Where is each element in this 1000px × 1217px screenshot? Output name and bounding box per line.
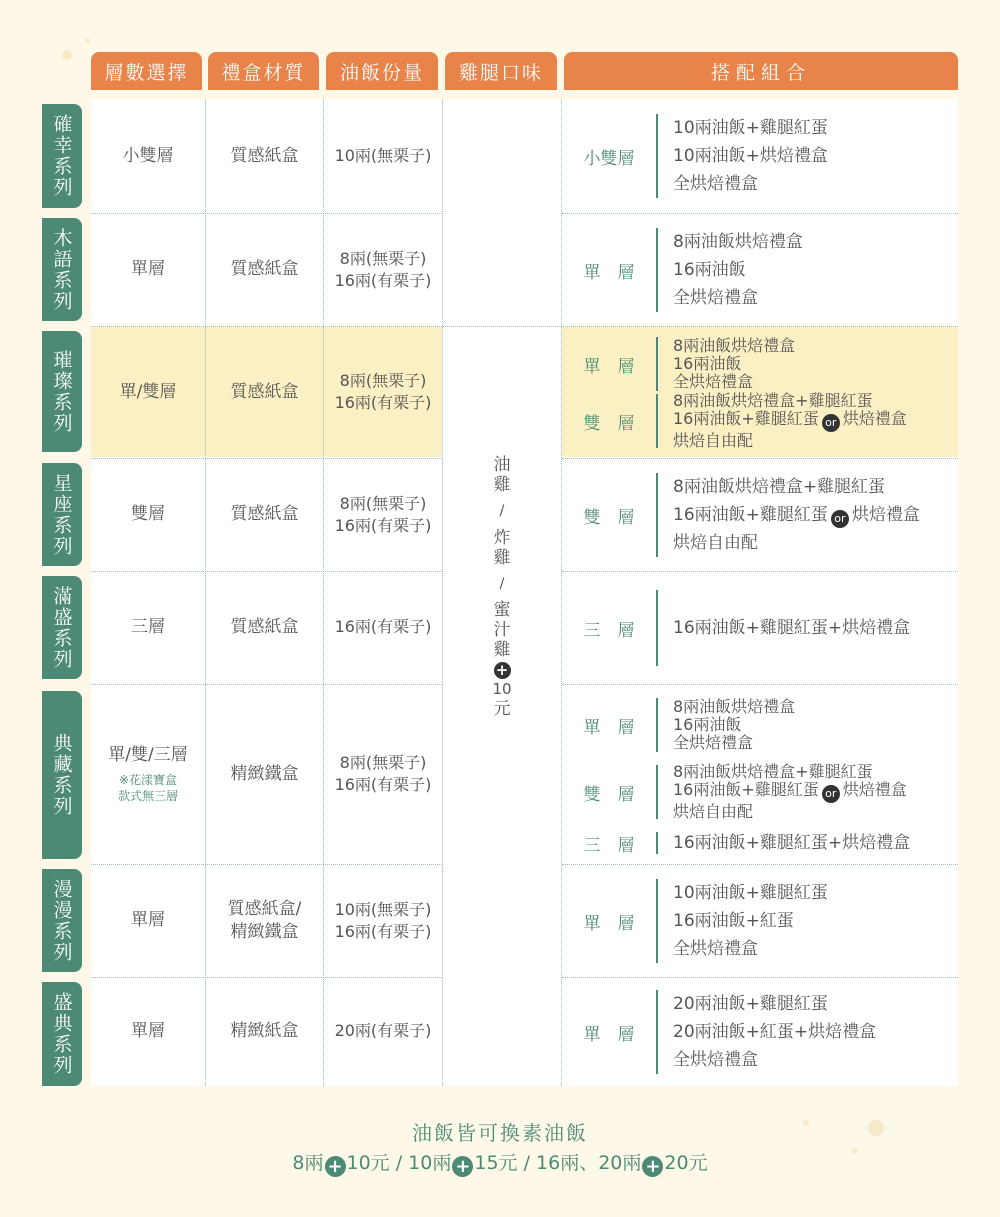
combo-group	[562, 832, 958, 854]
layer-cell: 小雙層	[122, 145, 174, 166]
combo-bar	[656, 698, 658, 752]
layer-cell: 單層	[131, 259, 165, 280]
combo-label: 雙 層	[583, 507, 635, 528]
portion-cell: 8兩(無栗子) 16兩(有栗子)	[334, 248, 432, 290]
header-portion: 油飯份量	[326, 52, 438, 90]
series-label: 滿盛系列	[42, 576, 82, 679]
combo-bar	[656, 765, 658, 819]
combo-group	[562, 114, 958, 198]
layer-cell: 單層	[131, 910, 165, 931]
material-cell: 質感紙盒	[230, 145, 299, 166]
portion-cell: 8兩(無栗子) 16兩(有栗子)	[334, 493, 432, 535]
material-cell: 質感紙盒	[230, 381, 299, 402]
combo-bar	[656, 337, 658, 391]
combo-items: 8兩油飯烘焙禮盒+雞腿紅蛋 16兩油飯+雞腿紅蛋 or 烘焙禮盒 烘焙自由配	[673, 477, 920, 553]
series-label: 漫漫系列	[42, 869, 82, 972]
price-amount: 20元	[664, 1152, 708, 1174]
material-cell: 質感紙盒	[230, 617, 299, 638]
portion-cell: 10兩(無栗子)	[334, 145, 432, 165]
portion-cell: 16兩(有栗子)	[334, 617, 432, 637]
layer-cell: 單層	[131, 1021, 165, 1042]
series-label: 璀璨系列	[42, 331, 82, 452]
price-portion: 10兩	[408, 1152, 452, 1174]
layer-cell: 單/雙層	[119, 381, 177, 402]
decor-dot	[85, 38, 90, 43]
combo-items: 8兩油飯烘焙禮盒+雞腿紅蛋 16兩油飯+雞腿紅蛋 or 烘焙禮盒 烘焙自由配	[673, 391, 907, 450]
series-label: 木語系列	[42, 218, 82, 321]
layer-cell: 雙層	[131, 504, 165, 525]
combo-items: 8兩油飯烘焙禮盒 16兩油飯 全烘焙禮盒	[673, 232, 803, 308]
price-separator: /	[389, 1152, 409, 1174]
header-flavor: 雞腿口味	[445, 52, 557, 90]
price-amount: 10元	[346, 1152, 390, 1174]
combo-bar	[656, 832, 658, 854]
combo-label: 三 層	[583, 835, 635, 856]
footer-prices	[0, 1148, 1000, 1177]
combo-label: 單 層	[583, 356, 635, 377]
series-label: 典藏系列	[42, 691, 82, 859]
combo-label: 小雙層	[583, 148, 635, 169]
header-material: 禮盒材質	[208, 52, 319, 90]
row-divider	[562, 864, 958, 865]
combo-label: 雙 層	[583, 784, 635, 805]
row-divider	[562, 213, 958, 214]
combo-label: 三 層	[583, 620, 635, 641]
combo-label: 單 層	[583, 717, 635, 738]
combo-group	[562, 228, 958, 312]
layer-cell: 三層	[131, 617, 165, 638]
combo-items: 20兩油飯+雞腿紅蛋 20兩油飯+紅蛋+烘焙禮盒 全烘焙禮盒	[673, 994, 877, 1070]
plus-icon: +	[642, 1156, 663, 1177]
row-divider	[562, 458, 958, 459]
row-divider	[562, 977, 958, 978]
combo-group	[562, 990, 958, 1074]
portion-cell: 8兩(無栗子) 16兩(有栗子)	[334, 753, 432, 794]
column-divider	[442, 99, 443, 1086]
combo-items: 8兩油飯烘焙禮盒 16兩油飯 全烘焙禮盒	[673, 336, 796, 391]
combo-items: 8兩油飯烘焙禮盒 16兩油飯 全烘焙禮盒	[673, 697, 796, 752]
combo-label: 單 層	[583, 913, 635, 934]
price-portion: 8兩	[292, 1152, 324, 1174]
header-combo: 搭配組合	[564, 52, 958, 90]
decor-dot	[62, 50, 72, 60]
material-cell: 精緻紙盒	[230, 1021, 299, 1042]
combo-items: 10兩油飯+雞腿紅蛋 16兩油飯+紅蛋 全烘焙禮盒	[673, 883, 828, 959]
combo-label: 單 層	[583, 262, 635, 283]
combo-items: 8兩油飯烘焙禮盒+雞腿紅蛋 16兩油飯+雞腿紅蛋 or 烘焙禮盒 烘焙自由配	[673, 762, 907, 821]
combo-bar	[656, 228, 658, 312]
series-label: 盛典系列	[42, 982, 82, 1086]
portion-cell: 8兩(無栗子) 16兩(有栗子)	[334, 371, 432, 412]
material-cell: 精緻鐵盒	[230, 763, 299, 784]
combo-group	[562, 698, 958, 752]
combo-bar	[656, 879, 658, 963]
or-badge: or	[822, 785, 840, 803]
material-cell: 質感紙盒	[230, 259, 299, 280]
footer-note: 油飯皆可換素油飯	[412, 1121, 588, 1145]
combo-label: 單 層	[583, 1024, 635, 1045]
price-separator: /	[517, 1152, 537, 1174]
combo-group	[562, 762, 958, 821]
combo-bar	[656, 990, 658, 1074]
series-label: 星座系列	[42, 463, 82, 566]
material-cell: 質感紙盒	[230, 504, 299, 525]
or-badge: or	[822, 414, 840, 432]
row-divider	[562, 571, 958, 572]
row-divider	[562, 684, 958, 685]
combo-group	[562, 391, 958, 450]
combo-label: 雙 層	[583, 413, 635, 434]
combo-group	[562, 590, 958, 666]
plus-icon: +	[452, 1156, 473, 1177]
material-cell: 質感紙盒/ 精緻鐵盒	[227, 898, 302, 942]
combo-items: 16兩油飯+雞腿紅蛋+烘焙禮盒	[673, 618, 911, 638]
portion-cell: 20兩(有栗子)	[334, 1021, 432, 1041]
combo-items: 16兩油飯+雞腿紅蛋+烘焙禮盒	[673, 833, 911, 853]
layer-note: ※花漾寶盒 款式無三層	[117, 772, 178, 804]
flavor-cell: 油 雞 / 炸 雞 / 蜜 汁 雞 + 10 元	[492, 455, 512, 720]
portion-cell: 10兩(無栗子) 16兩(有栗子)	[334, 899, 432, 941]
layer-cell: 單/雙/三層 ※花漾寶盒 款式無三層	[108, 744, 188, 804]
combo-bar	[656, 394, 658, 448]
plus-icon: +	[494, 662, 511, 679]
combo-group	[562, 879, 958, 963]
series-label: 確幸系列	[42, 104, 82, 208]
combo-items: 10兩油飯+雞腿紅蛋 10兩油飯+烘焙禮盒 全烘焙禮盒	[673, 118, 828, 194]
combo-group	[562, 337, 958, 391]
plus-icon: +	[325, 1156, 346, 1177]
combo-bar	[656, 473, 658, 557]
price-portion: 16兩、20兩	[536, 1152, 642, 1174]
price-amount: 15元	[474, 1152, 518, 1174]
combo-bar	[656, 590, 658, 666]
combo-group	[562, 473, 958, 557]
or-badge: or	[831, 510, 849, 528]
header-layer: 層數選擇	[91, 52, 202, 90]
combo-bar	[656, 114, 658, 198]
